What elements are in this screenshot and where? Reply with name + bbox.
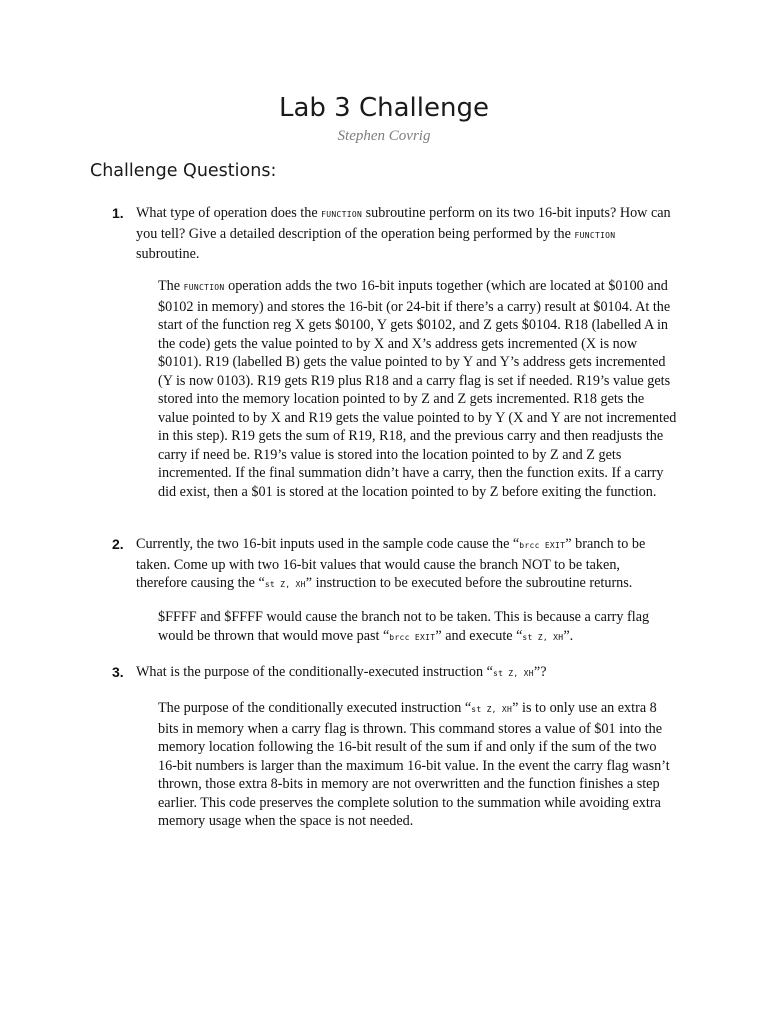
section-heading: Challenge Questions: [90,161,277,181]
question-text-part: What type of operation does the [136,205,322,221]
question-number: 2. [112,536,124,552]
code-term: FUNCTION [183,283,225,292]
answer-3 [158,699,678,831]
answer-text-part: ”. [563,627,574,644]
code-term: st Z, XH [492,669,534,678]
code-term: st Z, XH [471,705,513,714]
question-3 [112,663,672,684]
question-text-part: ” instruction to be executed before the subroutine returns. [305,575,633,591]
question-2 [112,535,672,595]
question-text-part: ”? [533,664,547,680]
question-text [136,204,672,264]
question-number: 3. [112,664,124,680]
answer-text-part: $FFFF and $FFFF would cause the branch not to be taken. This is because a carry flag would be thrown that would move past “ [158,609,650,644]
question-1 [112,204,672,264]
code-term: st Z, XH [264,580,306,589]
answer-text-part: The [158,278,184,294]
code-term: brcc EXIT [519,541,566,550]
author-name: Stephen Covrig [337,128,431,144]
code-term: FUNCTION [574,230,616,240]
answer-text-part: ” and execute “ [435,627,523,644]
question-text [136,663,672,684]
answer-text-part: ” is to only use an extra 8 bits in memory when a carry flag is thrown. This command stores a value of $01 into the memory location following the 16-bit result of the sum if and only if the sum of the two 16-bit numbers is larger than the maximum 16-bit value. In the event the carry flag wasn’t thrown, those extra 8-bits in memory are not overwritten and the function finishes a step earlier. This code preserves the complete solution to the summation while avoiding extra memory usage when the space is not needed. [158,700,670,829]
question-text-part: ” branch to be taken. Come up with two 16-bit values that would cause the branch NOT to be taken, therefore causing the “ [136,536,646,591]
question-text-part: subroutine. [136,246,200,262]
answer-1 [158,277,678,501]
question-text [136,535,672,595]
question-text-part: Currently, the two 16-bit inputs used in the sample code cause the “ [136,536,520,552]
question-text-part: What is the purpose of the conditionally-executed instruction “ [136,664,493,680]
question-number: 1. [112,205,124,221]
code-term: FUNCTION [321,210,363,219]
answer-text-part: The purpose of the conditionally executed instruction “ [158,700,472,716]
code-term: st Z, XH [522,632,564,642]
question-text-part: subroutine perform on its two 16-bit inputs? How can you tell? Give a detailed description of the operation being performed by the [136,205,671,242]
code-term: brcc EXIT [389,632,436,642]
answer-text-part: operation adds the two 16-bit inputs together (which are located at $0100 and $0102 in memory) and stores the 16-bit (or 24-bit if there’s a carry) result at $0104. At the start of the function reg X gets $0100, Y gets $0102, and Z gets $0104. R18 (labelled A in the code) gets the value pointed to by X and X’s address gets incremented (X is now $0101). R19 (labelled B) gets the value pointed to by Y and Y’s address gets incremented (Y is now 0103). R19 gets R19 plus R18 and a carry flag is set if needed. R19’s value gets stored into the memory location pointed to by Z and Z gets incremented. R18 gets the value pointed to by X and R19 gets the value pointed to by Y (X and Y are not incremented in this step). R19 gets the sum of R19, R18, and the previous carry and then readjusts the carry if need be. R19’s value is stored into the location pointed to by Z and Z gets incremented. If the final summation didn’t have a carry, then the function exits. If a carry did exist, then a $01 is stored at the location pointed to by Z before exiting the function. [158,278,677,500]
document-title: Lab 3 Challenge [279,93,489,123]
answer-2 [158,608,678,647]
